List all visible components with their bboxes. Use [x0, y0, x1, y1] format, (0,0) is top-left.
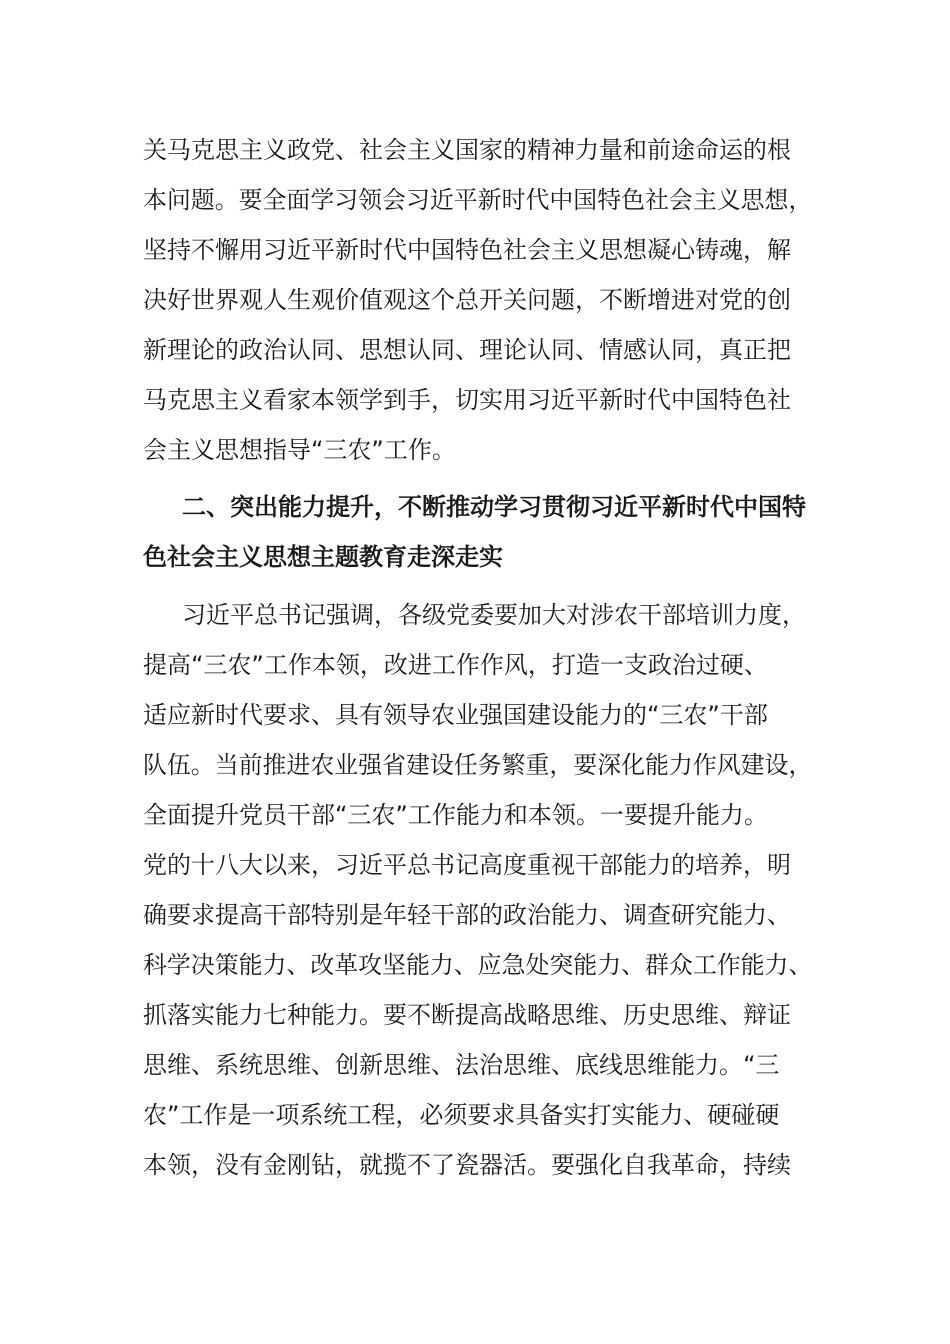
heading-line: 二、突出能力提升，不断推动学习贯彻习近平新时代中国特	[182, 493, 806, 521]
text-line: 农”工作是一项系统工程，必须要求具备实打实能力、硬碰硬	[143, 1101, 780, 1129]
text-line: 全面提升党员干部“三农”工作能力和本领。一要提升能力。	[143, 801, 768, 829]
text-line: 习近平总书记强调，各级党委要加大对涉农干部培训力度，	[182, 601, 806, 629]
text-line: 马克思主义看家本领学到手，切实用习近平新时代中国特色社	[143, 386, 791, 414]
text-line: 党的十八大以来，习近平总书记高度重视干部能力的培养，明	[143, 851, 791, 879]
text-line: 坚持不懈用习近平新时代中国特色社会主义思想凝心铸魂，解	[143, 236, 791, 264]
text-line: 本问题。要全面学习领会习近平新时代中国特色社会主义思想，	[143, 186, 813, 214]
text-line: 抓落实能力七种能力。要不断提高战略思维、历史思维、辩证	[143, 1001, 791, 1029]
heading-line: 色社会主义思想主题教育走深走实	[143, 543, 503, 571]
text-line: 思维、系统思维、创新思维、法治思维、底线思维能力。“三	[143, 1051, 780, 1079]
text-line: 科学决策能力、改革攻坚能力、应急处突能力、群众工作能力、	[143, 951, 813, 979]
text-line: 提高“三农”工作本领，改进工作作风，打造一支政治过硬、	[143, 651, 768, 679]
text-line: 确要求提高干部特别是年轻干部的政治能力、调查研究能力、	[143, 901, 791, 929]
text-line: 适应新时代要求、具有领导农业强国建设能力的“三农”干部	[143, 701, 768, 729]
text-line: 决好世界观人生观价值观这个总开关问题，不断增进对党的创	[143, 286, 791, 314]
text-line: 会主义思想指导“三农”工作。	[143, 436, 456, 464]
text-line: 本领，没有金刚钻，就揽不了瓷器活。要强化自我革命，持续	[143, 1151, 791, 1179]
text-line: 队伍。当前推进农业强省建设任务繁重，要深化能力作风建设，	[143, 751, 813, 779]
text-line: 关马克思主义政党、社会主义国家的精神力量和前途命运的根	[143, 136, 791, 164]
text-line: 新理论的政治认同、思想认同、理论认同、情感认同，真正把	[143, 336, 791, 364]
